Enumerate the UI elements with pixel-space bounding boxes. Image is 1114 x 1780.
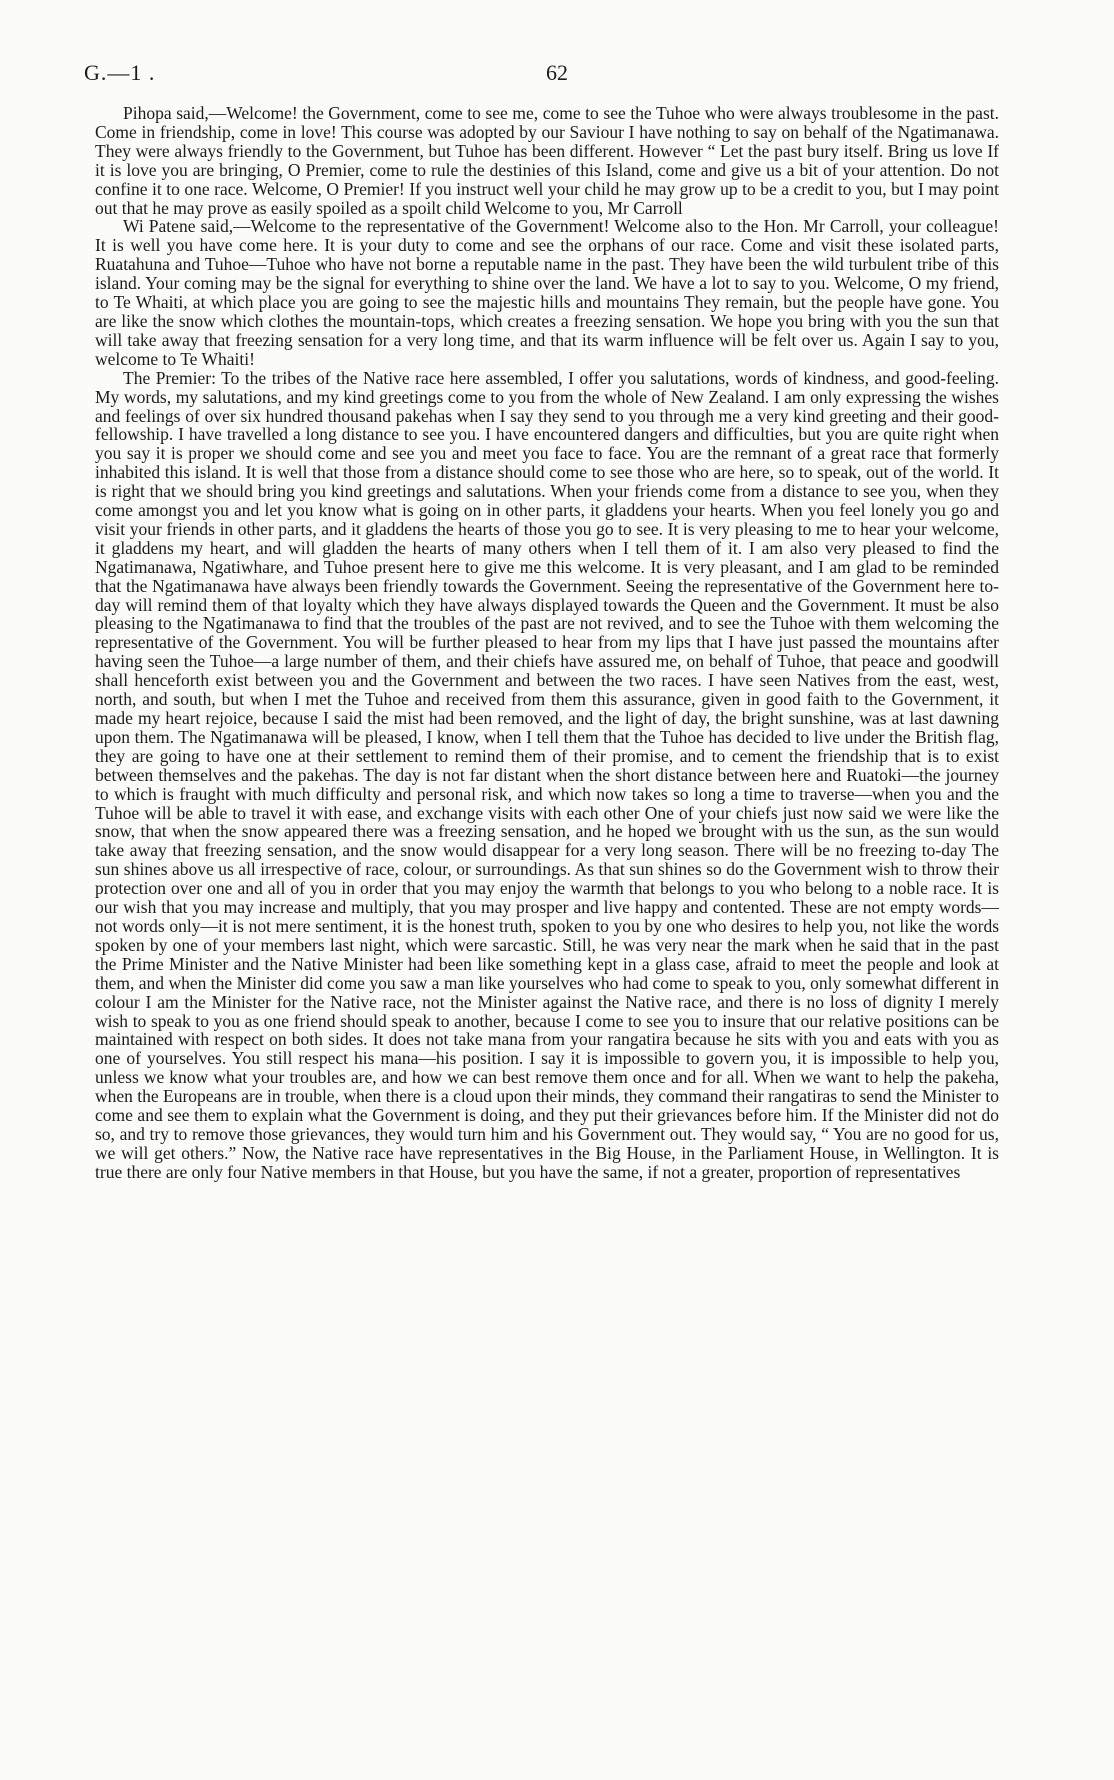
document-reference: G.—1 . <box>84 60 156 85</box>
paragraph-pihopa: Pihopa said,—Welcome! the Government, come to see me, come to see the Tuhoe who were always troublesome in the past. Come in friendship, come in love! This course was adopted by our Saviour I have nothing to say on behalf of the Ngatimanawa. They were always friendly to the Government, but Tuhoe has been different. However “ Let the past bury itself. Bring us love If it is love you are bringing, O Premier, come to rule the destinies of this Island, come and give us a bit of your attention. Do not confine it to one race. Welcome, O Premier! If you instruct well your child he may grow up to be a credit to you, but I may point out that he may prove as easily spoiled as a spoilt child Welcome to you, Mr Carroll <box>95 103 999 218</box>
paragraph-premier: The Premier: To the tribes of the Native race here assembled, I offer you salutations, words of kindness, and good-feeling. My words, my salutations, and my kind greetings come to you from the whole of New Zealand. I am only expressing the wishes and feelings of over six hundred thousand pakehas when I say they send to you through me a very kind greeting and their good-fellowship. I have travelled a long distance to see you. I have encountered dangers and difficulties, but you are quite right when you say it is proper we should come and see you and meet you face to face. You are the remnant of a great race that formerly inhabited this island. It is well that those from a distance should come to see those who are here, so to speak, out of the world. It is right that we should bring you kind greetings and salutations. When your friends come from a distance to see you, when they come amongst you and let you know what is going on in other parts, it gladdens your hearts. When you feel lonely you go and visit your friends in other parts, and it gladdens the hearts of those you go to see. It is very pleasing to me to hear your welcome, it gladdens my heart, and will gladden the hearts of many others when I tell them of it. I am also very pleased to find the Ngatimanawa, Ngatiwhare, and Tuhoe present here to give me this welcome. It is very pleasant, and I am glad to be reminded that the Ngatimanawa have always been friendly towards the Government. Seeing the representative of the Government here to-day will remind them of that loyalty which they have always displayed towards the Queen and the Government. It must be also pleasing to the Ngatimanawa to find that the troubles of the past are not revived, and to see the Tuhoe with them welcoming the representative of the Government. You will be further pleased to hear from my lips that I have just passed the mountains after having seen the Tuhoe—a large number of them, and their chiefs have assured me, on behalf of Tuhoe, that peace and goodwill shall henceforth exist between you and the Government and between the two races. I have seen Natives from the east, west, north, and south, but when I met the Tuhoe and received from them this assurance, given in good faith to the Government, it made my heart rejoice, because I said the mist had been removed, and the light of day, the bright sunshine, was at last dawning upon them. The Ngatimanawa will be pleased, I know, when I tell them that the Tuhoe has decided to live under the British flag, they are going to have one at their settlement to remind them of their promise, and to cement the friendship that is to exist between themselves and the pakehas. The day is not far distant when the short distance between here and Ruatoki—the journey to which is fraught with much difficulty and personal risk, and which now takes so long a time to traverse—when you and the Tuhoe will be able to travel it with ease, and exchange visits with each other One of your chiefs just now said we were like the snow, that when the snow appeared there was a freezing sensation, and he hoped we brought with us the sun, as the sun would take away that freezing sensation, and the snow would disappear for a very long season. There will be no freezing to-day The sun shines above us all irrespective of race, colour, or surroundings. As that sun shines so do the Government wish to throw their protection over one and all of you in order that you may enjoy the warmth that belongs to you who belong to a noble race. It is our wish that you may increase and multiply, that you may prosper and live happy and contented. These are not empty words—not words only—it is not mere sentiment, it is the honest truth, spoken to you by one who desires to help you, not like the words spoken by one of your members last night, which were sarcastic. Still, he was very near the mark when he said that in the past the Prime Minister and the Native Minister had been like something kept in a glass case, afraid to meet the people and look at them, and when the Minister did come you saw a man like yourselves who had come to speak to you, only somewhat different in colour I am the Minister for the Native race, not the Minister against the Native race, and there is no loss of dignity I merely wish to speak to you as one friend should speak to another, because I come to see you to insure that our relative positions can be maintained with respect on both sides. It does not take mana from your rangatira because he sits with you and eats with you as one of yourselves. You still respect his mana—his position. I say it is impossible to govern you, it is impossible to help you, unless we know what your troubles are, and how we can best remove them once and for all. When we want to help the pakeha, when the Europeans are in trouble, when there is a cloud upon their minds, they command their rangatiras to send the Minister to come and see them to explain what the Government is doing, and they put their grievances before him. If the Minister did not do so, and try to remove those grievances, they would turn him and his Government out. They would say, “ You are no good for us, we will get others.” Now, the Native race have representatives in the Big House, in the Parliament House, in Wellington. It is true there are only four Native members in that House, but you have the same, if not a greater, proportion of representatives <box>95 367 999 1182</box>
page-number: 62 <box>546 60 568 85</box>
paragraph-wi-patene: Wi Patene said,—Welcome to the representative of the Government! Welcome also to the Hon. Mr Carroll, your colleague! It is well you have come here. It is your duty to come and see the orphans of our race. Come and visit these isolated parts, Ruatahuna and Tuhoe—Tuhoe who have not borne a reputable name in the past. They have been the wild turbulent tribe of this island. Your coming may be the signal for everything to shine over the land. We have a lot to say to you. Welcome, O my friend, to Te Whaiti, at which place you are going to see the majestic hills and mountains They remain, but the people have gone. You are like the snow which clothes the mountain-tops, which creates a freezing sensation. We hope you bring with you the sun that will take away that freezing sensation for a very long time, and that its warm influence will be felt over us. Again I say to you, welcome to Te Whaiti! <box>95 216 999 369</box>
page-header <box>0 60 1114 90</box>
body-text <box>95 104 999 1182</box>
